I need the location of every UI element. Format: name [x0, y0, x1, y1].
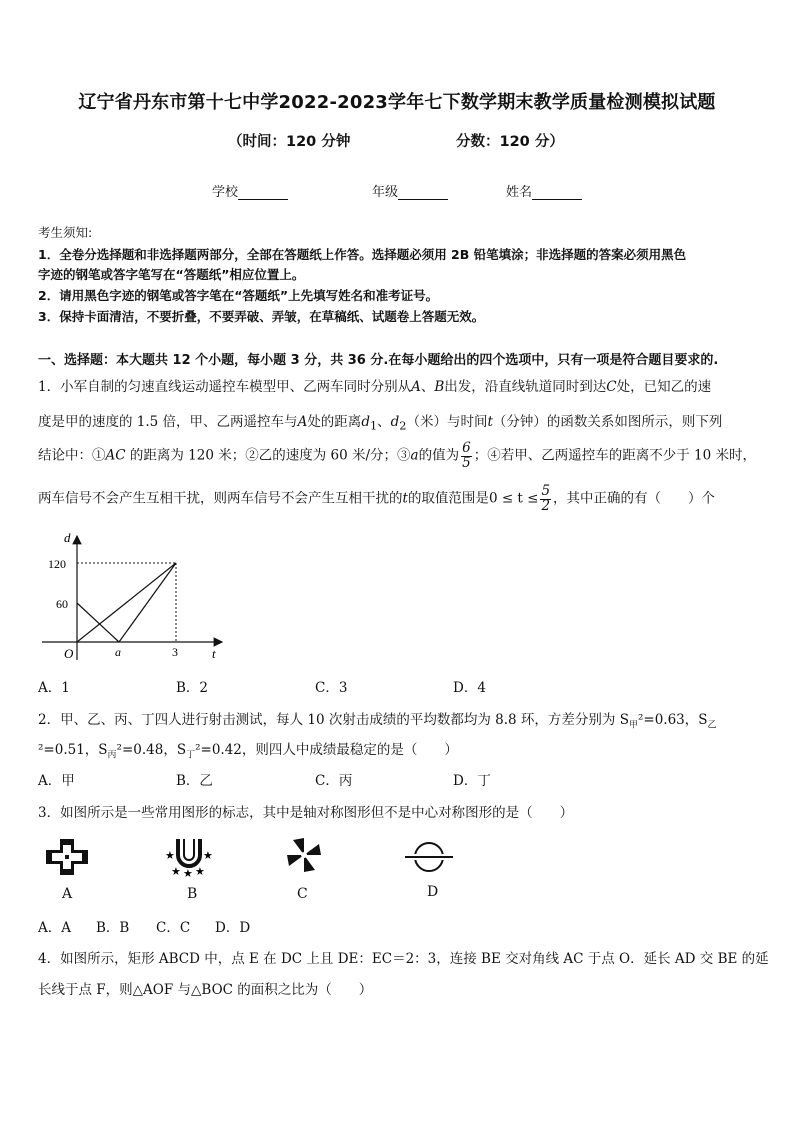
q3-option-c[interactable]: C．C	[156, 920, 191, 936]
q3-option-a[interactable]: A．A	[38, 920, 71, 936]
q2-option-d[interactable]: D．丁	[453, 773, 491, 789]
y-tick-60: 60	[56, 597, 68, 611]
section-heading: 一、选择题：本大题共 12 个小题，每小题 3 分，共 36 分.在每小题给出的四个选项中，只有一项是符合题目要求的.	[38, 353, 719, 368]
q1-line-4: 两车信号不会产生互相干扰，则两车信号不会产生互相干扰的t的取值范围是0 ≤ t ≤ $\frac{5}{2}$ ，其中正确的有（ ）个	[38, 483, 716, 514]
q1-option-d[interactable]: D．4	[453, 680, 486, 696]
x-tick-a: a	[115, 645, 121, 659]
notice-item-1-cont: 字迹的钢笔或答字笔写在“答题纸”相应位置上。	[38, 267, 305, 282]
x-axis-label: t	[212, 646, 216, 661]
star-icon: ★	[171, 865, 181, 878]
fraction-six-fifths: $\frac{6}{5}$	[462, 440, 471, 471]
q1-option-b[interactable]: B．2	[176, 680, 209, 696]
q4-line-1: 4．如图所示，矩形 ABCD 中，点 E 在 DC 上且 DE：EC＝2：3，连接 BE 交对角线 AC 于点 O．延长 AD 交 BE 的延	[38, 951, 769, 967]
q3-option-b[interactable]: B．B	[96, 920, 130, 936]
symbol-c-label: C	[297, 886, 308, 902]
exam-title: 辽宁省丹东市第十七中学2022-2023学年七下数学期末教学质量检测模拟试题	[78, 92, 716, 113]
line-yi-ascending	[119, 563, 176, 642]
q2-option-c[interactable]: C．丙	[315, 773, 353, 789]
symbol-d-label: D	[427, 884, 439, 900]
symbol-a-label: A	[62, 886, 73, 902]
origin-label: O	[64, 646, 74, 661]
q1-option-c[interactable]: C．3	[315, 680, 348, 696]
grade-field: 年级	[372, 181, 448, 200]
symbol-b-label: B	[187, 886, 198, 902]
y-axis-label: d	[64, 530, 71, 545]
q1-distance-time-graph	[34, 530, 234, 665]
notice-item-3: 3．保持卡面清洁，不要折叠，不要弄破、弄皱，在草稿纸、试题卷上答题无效。	[38, 309, 485, 324]
name-field: 姓名	[506, 181, 582, 200]
symbol-a-cross-icon	[44, 837, 90, 877]
q1-line-3: 结论中：①AC 的距离为 120 米；②乙的速度为 60 米/分；③a的值为 $\frac{6}{5}$ ；④若甲、乙两遥控车的距离不少于 10 米时，	[38, 440, 756, 471]
q2-line-1: 2．甲、乙、丙、丁四人进行射击测试，每人 10 次射击成绩的平均数都均为 8.8 环，方差分别为 $S_甲^2=0.63$，$S_乙$	[38, 712, 717, 731]
q3-line-1: 3．如图所示是一些常用图形的标志，其中是轴对称图形但不是中心对称图形的是（ ）	[38, 805, 574, 821]
symbol-d-circle-line-icon	[403, 840, 455, 874]
q2-option-a[interactable]: A．甲	[38, 773, 75, 789]
star-icon: ★	[203, 849, 213, 862]
q2-line-2: ²=0.51，$S_丙^2=0.48$，$S_丁^2=0.42$，则四人中成绩最稳定的是（ ）	[38, 742, 458, 761]
symbol-b-magnet-stars-icon	[164, 837, 214, 879]
line-yi-descending	[77, 603, 119, 642]
q3-option-d[interactable]: D．D	[215, 920, 251, 936]
q1-line-2: 度是甲的速度的 1.5 倍，甲、乙两遥控车与A处的距离$d_1$、$d_2$（米）与时间t（分钟）的函数关系如图所示，则下列	[38, 414, 723, 433]
notice-item-1: 1．全卷分选择题和非选择题两部分，全部在答题纸上作答。选择题必须用 2B 铅笔填涂；非选择题的答案必须用黑色	[38, 247, 687, 262]
q2-option-b[interactable]: B．乙	[176, 773, 213, 789]
exam-time: （时间：120 分钟	[228, 134, 351, 150]
star-icon: ★	[195, 865, 205, 878]
x-tick-3: 3	[172, 645, 178, 659]
q4-line-2: 长线于点 F，则△AOF 与△BOC 的面积之比为（ ）	[38, 982, 373, 998]
q1-line-1: 1．小军自制的匀速直线运动遥控车模型甲、乙两车同时分别从A、B出发，沿直线轨道同时到达C处，已知乙的速	[38, 379, 712, 395]
exam-score: 分数：120 分）	[456, 134, 564, 150]
q1-option-a[interactable]: A．1	[38, 680, 70, 696]
y-tick-120: 120	[48, 557, 66, 571]
star-icon: ★	[183, 867, 193, 879]
symbol-c-pinwheel-icon	[285, 836, 323, 874]
school-field: 学校	[212, 181, 288, 200]
notice-heading: 考生须知:	[38, 225, 93, 240]
notice-item-2: 2．请用黑色字迹的钢笔或答字笔在“答题纸”上先填写姓名和准考证号。	[38, 288, 439, 303]
line-jia	[77, 563, 176, 642]
star-icon: ★	[165, 849, 175, 862]
fraction-five-halves: $\frac{5}{2}$	[541, 483, 551, 514]
